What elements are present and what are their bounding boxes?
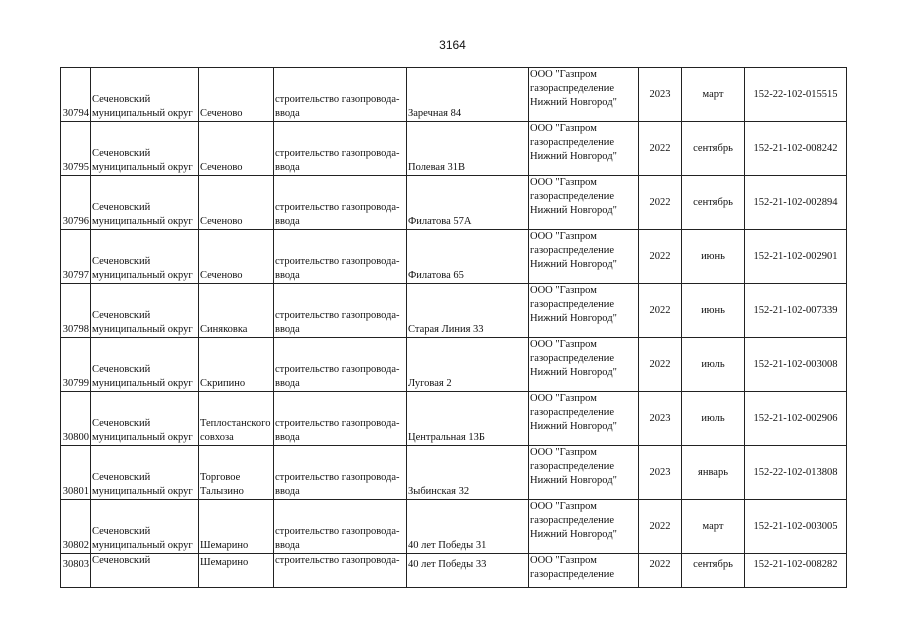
organization-text: газораспределение <box>530 191 615 202</box>
work-type-cell <box>274 446 407 500</box>
month-cell <box>682 284 745 338</box>
organization-cell <box>529 338 639 392</box>
district-cell <box>91 392 199 446</box>
application-code-text: 152-21-102-003005 <box>753 520 838 532</box>
locality-text: Сеченово <box>200 216 243 227</box>
record-id-cell <box>61 500 91 554</box>
organization-text: газораспределение <box>530 245 615 256</box>
organization-cell <box>529 500 639 554</box>
district-text: муниципальный округ <box>92 216 193 227</box>
year-text: 2022 <box>649 358 671 370</box>
work-type-cell <box>274 284 407 338</box>
work-type-text: строительство газопровода- <box>275 94 400 105</box>
application-code-cell <box>745 338 847 392</box>
locality-text: Талызино <box>200 486 244 497</box>
organization-text: Нижний Новгород" <box>530 421 617 432</box>
table-body <box>61 68 847 588</box>
locality-cell <box>199 68 274 122</box>
district-text: муниципальный округ <box>92 108 193 119</box>
address-cell <box>407 176 529 230</box>
month-cell <box>682 338 745 392</box>
organization-cell <box>529 392 639 446</box>
record-id-text: 30796 <box>62 216 89 227</box>
organization-text: Нижний Новгород" <box>530 205 617 216</box>
work-type-cell <box>274 230 407 284</box>
organization-text: ООО "Газпром <box>530 69 597 80</box>
district-text: Сеченовский <box>92 256 151 267</box>
work-type-text: строительство газопровода- <box>275 256 400 267</box>
work-type-text: строительство газопровода- <box>275 472 400 483</box>
district-text: Сеченовский <box>92 310 151 321</box>
district-text: Сеченовский <box>92 472 151 483</box>
record-id-cell <box>61 230 91 284</box>
record-id-cell <box>61 338 91 392</box>
year-cell <box>639 122 682 176</box>
work-type-cell <box>274 500 407 554</box>
work-type-text: ввода <box>275 270 300 281</box>
locality-cell <box>199 500 274 554</box>
locality-cell <box>199 554 274 588</box>
page-number: 3164 <box>439 38 466 52</box>
month-cell <box>682 68 745 122</box>
address-cell <box>407 284 529 338</box>
organization-text: Нижний Новгород" <box>530 313 617 324</box>
organization-text: ООО "Газпром <box>530 555 597 566</box>
district-text: Сеченовский <box>92 94 151 105</box>
month-text: март <box>702 520 724 532</box>
year-cell <box>639 446 682 500</box>
district-text: муниципальный округ <box>92 270 193 281</box>
locality-cell <box>199 176 274 230</box>
organization-text: ООО "Газпром <box>530 177 597 188</box>
year-text: 2022 <box>649 520 671 532</box>
table-row <box>61 176 847 230</box>
month-cell <box>682 230 745 284</box>
district-cell <box>91 446 199 500</box>
application-code-cell <box>745 392 847 446</box>
month-text: июль <box>701 412 725 424</box>
organization-text: газораспределение <box>530 137 615 148</box>
organization-text: газораспределение <box>530 83 615 94</box>
locality-text: Теплостанского <box>200 418 271 429</box>
record-id-text: 30802 <box>62 540 89 551</box>
address-cell <box>407 230 529 284</box>
district-text: Сеченовский <box>92 526 151 537</box>
district-text: муниципальный округ <box>92 540 193 551</box>
organization-cell <box>529 446 639 500</box>
record-id-cell <box>61 122 91 176</box>
year-cell <box>639 392 682 446</box>
organization-cell <box>529 284 639 338</box>
address-text: 40 лет Победы 31 <box>408 540 487 551</box>
locality-text: Сеченово <box>200 270 243 281</box>
application-code-text: 152-21-102-007339 <box>753 304 838 316</box>
work-type-text: строительство газопровода- <box>275 148 400 159</box>
address-text: Центральная 13Б <box>408 432 485 443</box>
organization-text: Нижний Новгород" <box>530 97 617 108</box>
table-row <box>61 338 847 392</box>
locality-text: совхоза <box>200 432 234 443</box>
district-cell <box>91 230 199 284</box>
organization-text: Нижний Новгород" <box>530 259 617 270</box>
work-type-text: строительство газопровода- <box>275 202 400 213</box>
address-cell <box>407 500 529 554</box>
month-cell <box>682 554 745 588</box>
application-code-text: 152-22-102-013808 <box>753 466 838 478</box>
organization-cell <box>529 176 639 230</box>
year-cell <box>639 338 682 392</box>
year-text: 2022 <box>649 559 671 570</box>
application-code-text: 152-21-102-008282 <box>753 559 838 570</box>
organization-text: газораспределение <box>530 569 615 580</box>
organization-text: Нижний Новгород" <box>530 151 617 162</box>
district-cell <box>91 284 199 338</box>
address-text: Филатова 65 <box>408 270 464 281</box>
year-cell <box>639 284 682 338</box>
year-text: 2023 <box>649 88 671 100</box>
application-code-text: 152-21-102-008242 <box>753 142 838 154</box>
locality-text: Торговое <box>200 472 241 483</box>
application-code-text: 152-21-102-003008 <box>753 358 838 370</box>
address-cell <box>407 446 529 500</box>
address-cell <box>407 68 529 122</box>
district-cell <box>91 68 199 122</box>
locality-cell <box>199 446 274 500</box>
year-cell <box>639 68 682 122</box>
application-code-cell <box>745 446 847 500</box>
locality-text: Сеченово <box>200 108 243 119</box>
work-type-text: ввода <box>275 486 300 497</box>
table-row <box>61 500 847 554</box>
address-text: Луговая 2 <box>408 378 452 389</box>
address-cell <box>407 122 529 176</box>
district-text: муниципальный округ <box>92 324 193 335</box>
organization-text: ООО "Газпром <box>530 285 597 296</box>
month-text: март <box>702 88 724 100</box>
record-id-cell <box>61 446 91 500</box>
organization-text: ООО "Газпром <box>530 393 597 404</box>
work-type-text: ввода <box>275 216 300 227</box>
record-id-cell <box>61 392 91 446</box>
application-code-cell <box>745 500 847 554</box>
month-text: сентябрь <box>693 196 733 208</box>
locality-cell <box>199 122 274 176</box>
work-type-text: ввода <box>275 324 300 335</box>
application-code-text: 152-21-102-002894 <box>753 196 838 208</box>
address-text: Зыбинская 32 <box>408 486 470 497</box>
work-type-text: строительство газопровода- <box>275 364 400 375</box>
locality-cell <box>199 230 274 284</box>
work-type-cell <box>274 176 407 230</box>
district-cell <box>91 176 199 230</box>
application-code-text: 152-21-102-002906 <box>753 412 838 424</box>
record-id-cell <box>61 554 91 588</box>
table-row <box>61 446 847 500</box>
record-id-text: 30799 <box>62 378 89 389</box>
district-cell <box>91 554 199 588</box>
table-row <box>61 230 847 284</box>
organization-text: газораспределение <box>530 299 615 310</box>
work-type-text: ввода <box>275 540 300 551</box>
organization-text: Нижний Новгород" <box>530 529 617 540</box>
record-id-cell <box>61 176 91 230</box>
work-type-text: ввода <box>275 108 300 119</box>
month-cell <box>682 392 745 446</box>
locality-cell <box>199 284 274 338</box>
record-id-cell <box>61 284 91 338</box>
district-text: муниципальный округ <box>92 378 193 389</box>
month-cell <box>682 500 745 554</box>
year-cell <box>639 554 682 588</box>
record-id-text: 30800 <box>62 432 89 443</box>
month-cell <box>682 176 745 230</box>
work-type-text: строительство газопровода- <box>275 310 400 321</box>
organization-text: ООО "Газпром <box>530 231 597 242</box>
locality-cell <box>199 338 274 392</box>
work-type-cell <box>274 122 407 176</box>
district-text: муниципальный округ <box>92 162 193 173</box>
month-text: сентябрь <box>693 559 733 570</box>
work-type-text: строительство газопровода- <box>275 526 400 537</box>
application-code-cell <box>745 554 847 588</box>
application-code-cell <box>745 176 847 230</box>
district-text: Сеченовский <box>92 202 151 213</box>
application-code-cell <box>745 68 847 122</box>
address-cell <box>407 554 529 588</box>
organization-cell <box>529 68 639 122</box>
work-type-text: ввода <box>275 378 300 389</box>
locality-text: Скрипино <box>200 378 246 389</box>
locality-text: Синяковка <box>200 324 248 335</box>
locality-text: Сеченово <box>200 162 243 173</box>
address-cell <box>407 338 529 392</box>
record-id-cell <box>61 68 91 122</box>
month-text: июнь <box>701 304 725 316</box>
application-code-cell <box>745 122 847 176</box>
organization-text: Нижний Новгород" <box>530 475 617 486</box>
month-text: июнь <box>701 250 725 262</box>
record-id-text: 30795 <box>62 162 89 173</box>
work-type-cell <box>274 554 407 588</box>
district-text: муниципальный округ <box>92 486 193 497</box>
work-type-cell <box>274 338 407 392</box>
address-text: Старая Линия 33 <box>408 324 484 335</box>
district-text: Сеченовский <box>92 148 151 159</box>
application-code-cell <box>745 230 847 284</box>
locality-text: Шемарино <box>200 557 249 568</box>
work-type-cell <box>274 392 407 446</box>
organization-text: ООО "Газпром <box>530 447 597 458</box>
work-type-text: строительство газопровода- <box>275 555 400 566</box>
district-text: Сеченовский <box>92 418 151 429</box>
record-id-text: 30803 <box>62 559 89 570</box>
district-cell <box>91 338 199 392</box>
organization-text: газораспределение <box>530 461 615 472</box>
organization-text: ООО "Газпром <box>530 123 597 134</box>
organization-cell <box>529 122 639 176</box>
table-row <box>61 68 847 122</box>
month-text: январь <box>698 466 728 478</box>
month-text: сентябрь <box>693 142 733 154</box>
organization-text: газораспределение <box>530 515 615 526</box>
district-cell <box>91 122 199 176</box>
record-id-text: 30797 <box>62 270 89 281</box>
application-code-text: 152-22-102-015515 <box>753 88 838 100</box>
organization-text: Нижний Новгород" <box>530 367 617 378</box>
year-text: 2023 <box>649 412 671 424</box>
month-cell <box>682 446 745 500</box>
table-row <box>61 392 847 446</box>
address-text: Заречная 84 <box>408 108 462 119</box>
month-cell <box>682 122 745 176</box>
organization-text: газораспределение <box>530 353 615 364</box>
year-cell <box>639 500 682 554</box>
year-text: 2022 <box>649 250 671 262</box>
year-text: 2023 <box>649 466 671 478</box>
organization-text: ООО "Газпром <box>530 501 597 512</box>
address-text: 40 лет Победы 33 <box>408 559 487 570</box>
record-id-text: 30801 <box>62 486 89 497</box>
year-text: 2022 <box>649 304 671 316</box>
district-text: Сеченовский <box>92 555 151 566</box>
work-type-cell <box>274 68 407 122</box>
organization-cell <box>529 554 639 588</box>
address-text: Полевая 31В <box>408 162 466 173</box>
district-text: Сеченовский <box>92 364 151 375</box>
locality-cell <box>199 392 274 446</box>
work-type-text: ввода <box>275 432 300 443</box>
year-text: 2022 <box>649 142 671 154</box>
year-text: 2022 <box>649 196 671 208</box>
work-type-text: ввода <box>275 162 300 173</box>
record-id-text: 30798 <box>62 324 89 335</box>
organization-text: ООО "Газпром <box>530 339 597 350</box>
district-text: муниципальный округ <box>92 432 193 443</box>
table-row <box>61 284 847 338</box>
year-cell <box>639 230 682 284</box>
application-code-text: 152-21-102-002901 <box>753 250 838 262</box>
month-text: июль <box>701 358 725 370</box>
work-type-text: строительство газопровода- <box>275 418 400 429</box>
district-cell <box>91 500 199 554</box>
table-row <box>61 554 847 588</box>
locality-text: Шемарино <box>200 540 249 551</box>
address-text: Филатова 57А <box>408 216 472 227</box>
gas-connection-table <box>60 67 847 588</box>
organization-cell <box>529 230 639 284</box>
application-code-cell <box>745 284 847 338</box>
table-row <box>61 122 847 176</box>
year-cell <box>639 176 682 230</box>
address-cell <box>407 392 529 446</box>
record-id-text: 30794 <box>62 108 89 119</box>
organization-text: газораспределение <box>530 407 615 418</box>
